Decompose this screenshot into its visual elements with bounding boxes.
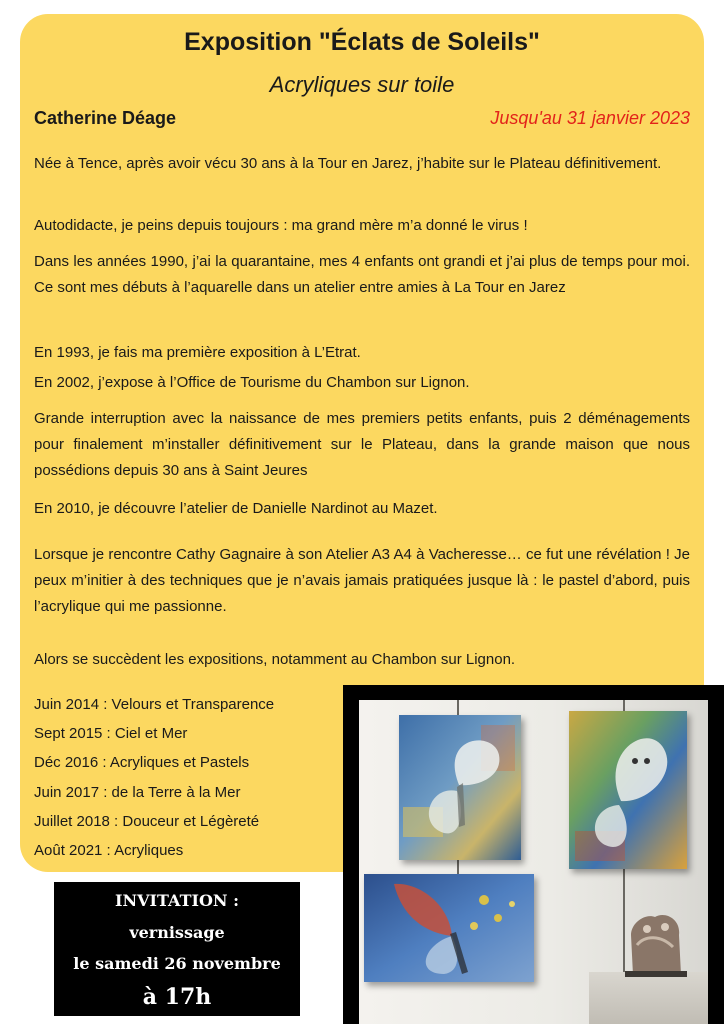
bio-paragraph: Née à Tence, après avoir vécu 30 ans à la Tour en Jarez, j’habite sur le Plateau définitivement.: [34, 155, 662, 172]
bio-paragraph: Alors se succèdent les expositions, notamment au Chambon sur Lignon.: [34, 651, 516, 668]
butterfly-painting-art: [399, 715, 521, 860]
invitation-date: le samedi 26 novembre: [73, 954, 281, 973]
invitation-time: à 17h: [142, 984, 212, 1010]
exhibition-item: Août 2021 : Acryliques: [34, 842, 184, 860]
artist-name: Catherine Déage: [34, 108, 177, 128]
butterfly-painting-art: [364, 874, 534, 982]
exhibition-item: Sept 2015 : Ciel et Mer: [34, 725, 188, 743]
bio-paragraph: Lorsque je rencontre Cathy Gagnaire à son Atelier A3 A4 à Vacheresse… ce fut une révélation ! Je peux m’initier à des techniques que je n’avais jamais pratiquées jusque là : le pastel d’abord, puis l’acrylique qui me passionne.: [34, 546, 690, 615]
bio-paragraph: Grande interruption avec la naissance de mes premiers petits enfants, puis 2 déménagements pour finalement m’installer définitivement sur le Plateau, dans la grande maison que nous possédions depuis 30 ans à Saint Jeures: [34, 410, 690, 479]
butterfly-painting-art: [569, 711, 687, 869]
page-title: Exposition "Éclats de Soleils": [184, 28, 540, 56]
page-subtitle: Acryliques sur toile: [269, 72, 455, 97]
bio-paragraph: En 2002, j’expose à l’Office de Tourisme du Chambon sur Lignon.: [34, 374, 470, 391]
bio-paragraph: En 1993, je fais ma première exposition à L’Etrat.: [34, 344, 361, 361]
invitation-box: [54, 882, 300, 1016]
butterfly-painting: [364, 874, 534, 982]
sculpture: [621, 905, 691, 977]
exhibition-end-date: Jusqu'au 31 janvier 2023: [490, 108, 690, 128]
hanging-rail: [457, 700, 459, 716]
bio-paragraph: Dans les années 1990, j’ai la quarantaine, mes 4 enfants ont grandi et j’ai plus de temps pour moi. Ce sont mes débuts à l’aquarelle dans un atelier entre amies à La Tour en Jarez: [34, 253, 690, 296]
pedestal: [589, 972, 708, 1024]
invitation-heading: INVITATION :: [114, 891, 239, 910]
butterfly-painting: [569, 711, 687, 869]
bio-paragraph: Autodidacte, je peins depuis toujours : ma grand mère m’a donné le virus !: [34, 217, 528, 234]
exhibition-item: Juillet 2018 : Douceur et Légèreté: [34, 812, 260, 830]
invitation-event: vernissage: [129, 923, 225, 942]
butterfly-painting: [399, 715, 521, 860]
exhibition-list: [34, 690, 274, 865]
gallery-photo: [359, 700, 708, 1024]
hanging-rail: [457, 860, 459, 874]
exhibition-item: Juin 2014 : Velours et Transparence: [34, 696, 275, 713]
exhibition-item: Juin 2017 : de la Terre à la Mer: [34, 783, 241, 801]
exhibition-item: Déc 2016 : Acryliques et Pastels: [34, 754, 250, 772]
bio-paragraph: En 2010, je découvre l’atelier de Danielle Nardinot au Mazet.: [34, 500, 438, 517]
